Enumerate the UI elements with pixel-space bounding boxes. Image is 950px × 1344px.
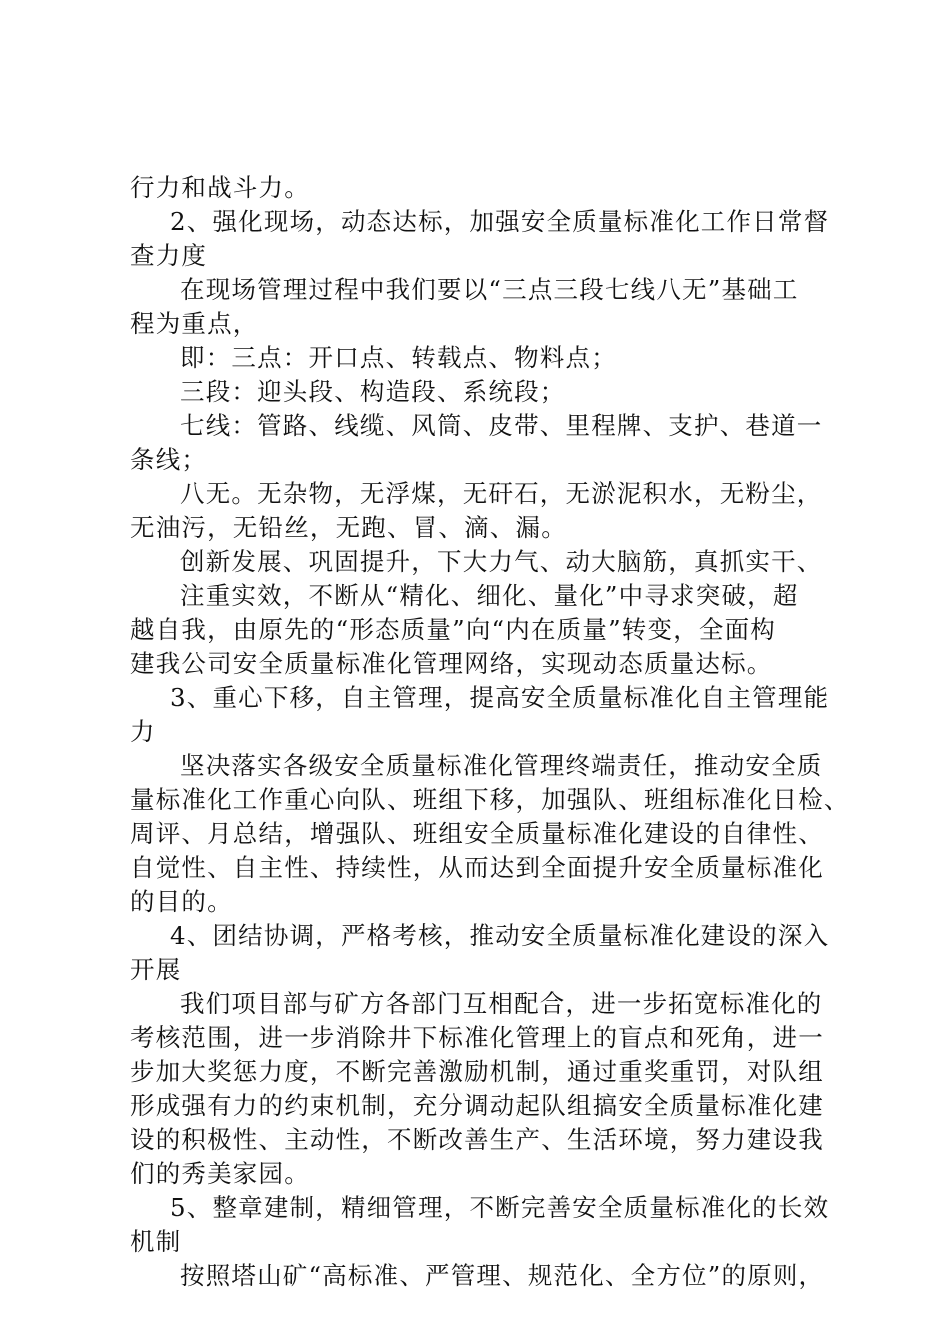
text-line: 开展 [130,955,182,984]
text-line: 越自我，由原先的“形态质量”向“内在质量”转变，全面构 [130,615,776,644]
text-line: 八无。无杂物，无浮煤，无矸石，无淤泥积水，无粉尘， [180,479,823,508]
text-line: 的目的。 [130,887,233,916]
section-heading-2: 2、强化现场，动态达标，加强安全质量标准化工作日常督 [170,207,830,236]
text-line: 自觉性、自主性、持续性，从而达到全面提升安全质量标准化 [130,853,824,882]
text-line: 考核范围，进一步消除井下标准化管理上的盲点和死角，进一 [130,1023,824,1052]
text-line: 形成强有力的约束机制，充分调动起队组搞安全质量标准化建 [130,1091,824,1120]
text-line: 量标准化工作重心向队、班组下移，加强队、班组标准化日检、 [130,785,850,814]
text-line: 即：三点：开口点、转载点、物料点； [180,343,617,372]
text-line: 创新发展、巩固提升，下大力气、动大脑筋，真抓实干、 [180,547,823,576]
text-line: 无油污，无铅丝，无跑、冒、滴、漏。 [130,513,567,542]
text-line: 在现场管理过程中我们要以“三点三段七线八无”基础工 [180,275,799,304]
text-line: 行力和战斗力。 [130,173,310,202]
text-line: 机制 [130,1227,182,1256]
text-line: 们的秀美家园。 [130,1159,310,1188]
text-line: 力 [130,717,156,746]
section-heading-3: 3、重心下移，自主管理，提高安全质量标准化自主管理能 [170,683,830,712]
section-heading-4: 4、团结协调，严格考核，推动安全质量标准化建设的深入 [170,921,830,950]
text-line: 周评、月总结，增强队、班组安全质量标准化建设的自律性、 [130,819,824,848]
text-line: 坚决落实各级安全质量标准化管理终端责任，推动安全质 [180,751,823,780]
text-line: 设的积极性、主动性，不断改善生产、生活环境，努力建设我 [130,1125,824,1154]
text-line: 我们项目部与矿方各部门互相配合，进一步拓宽标准化的 [180,989,823,1018]
text-line: 三段：迎头段、构造段、系统段； [180,377,566,406]
text-line: 条线； [130,445,208,474]
section-heading-5: 5、整章建制，精细管理，不断完善安全质量标准化的长效 [170,1193,830,1222]
text-line: 建我公司安全质量标准化管理网络，实现动态质量达标。 [130,649,773,678]
text-line: 七线：管路、线缆、风筒、皮带、里程牌、支护、巷道一 [180,411,823,440]
text-line: 步加大奖惩力度，不断完善激励机制，通过重奖重罚，对队组 [130,1057,824,1086]
text-line: 程为重点， [130,309,259,338]
text-line: 查力度 [130,241,208,270]
text-line: 按照塔山矿“高标准、严管理、规范化、全方位”的原则， [180,1261,825,1290]
text-line: 注重实效，不断从“精化、细化、量化”中寻求突破，超 [180,581,799,610]
